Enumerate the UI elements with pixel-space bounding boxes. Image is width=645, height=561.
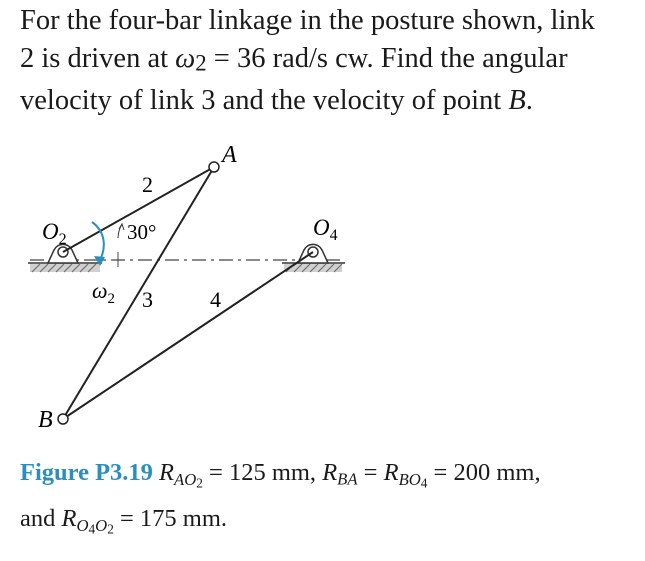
four-bar-linkage-figure [0,140,645,440]
label-link-4: 4 [210,287,221,312]
joint-a [209,162,219,172]
omega-symbol: ω [175,43,196,74]
problem-text: velocity of link 3 and the velocity of point [20,85,509,117]
symbol-r: R [159,459,175,486]
label-link-2: 2 [142,172,153,197]
caption-line-1 [20,455,640,501]
subscript: BA [337,469,358,489]
omega-subscript: 2 [195,50,207,76]
symbol-r: R [61,505,77,533]
problem-text: 2 is driven at [20,43,176,74]
problem-line-2 [20,40,632,82]
label-o2: $O_2$ [42,219,67,248]
problem-line-3 [20,82,632,120]
problem-text: . [525,85,533,117]
label-omega: $\omega_2$ [92,278,116,307]
caption-label: Figure P3.19 [20,459,153,486]
label-b: B [38,407,53,433]
figure-caption [20,455,640,548]
caption-text: = 200 mm, [427,459,541,486]
joint-b [58,414,68,424]
symbol-r: R [383,459,399,486]
symbol-r: R [322,459,338,486]
caption-text: = 125 mm, [202,459,323,486]
subscript: BO4 [398,469,428,491]
point-b-symbol: B [508,85,526,117]
label-o4: $O_4$ [313,215,338,244]
problem-statement [20,2,632,120]
link-3 [63,167,214,419]
label-link-3: 3 [142,287,153,312]
subscript: AO2 [174,469,203,491]
label-a: A [222,142,237,168]
label-angle: 30° [127,220,157,244]
caption-text: and [20,505,62,533]
caption-text: = 175 mm. [113,505,228,533]
caption-line-2 [20,501,640,547]
caption-text: = [357,459,384,486]
problem-text: = 36 rad/s cw. Find the angular [206,43,568,74]
ground-left [28,263,102,272]
subscript: O4O2 [76,515,114,537]
problem-line-1: For the four-bar linkage in the posture shown, link [20,5,595,36]
angle-arc [118,224,122,238]
